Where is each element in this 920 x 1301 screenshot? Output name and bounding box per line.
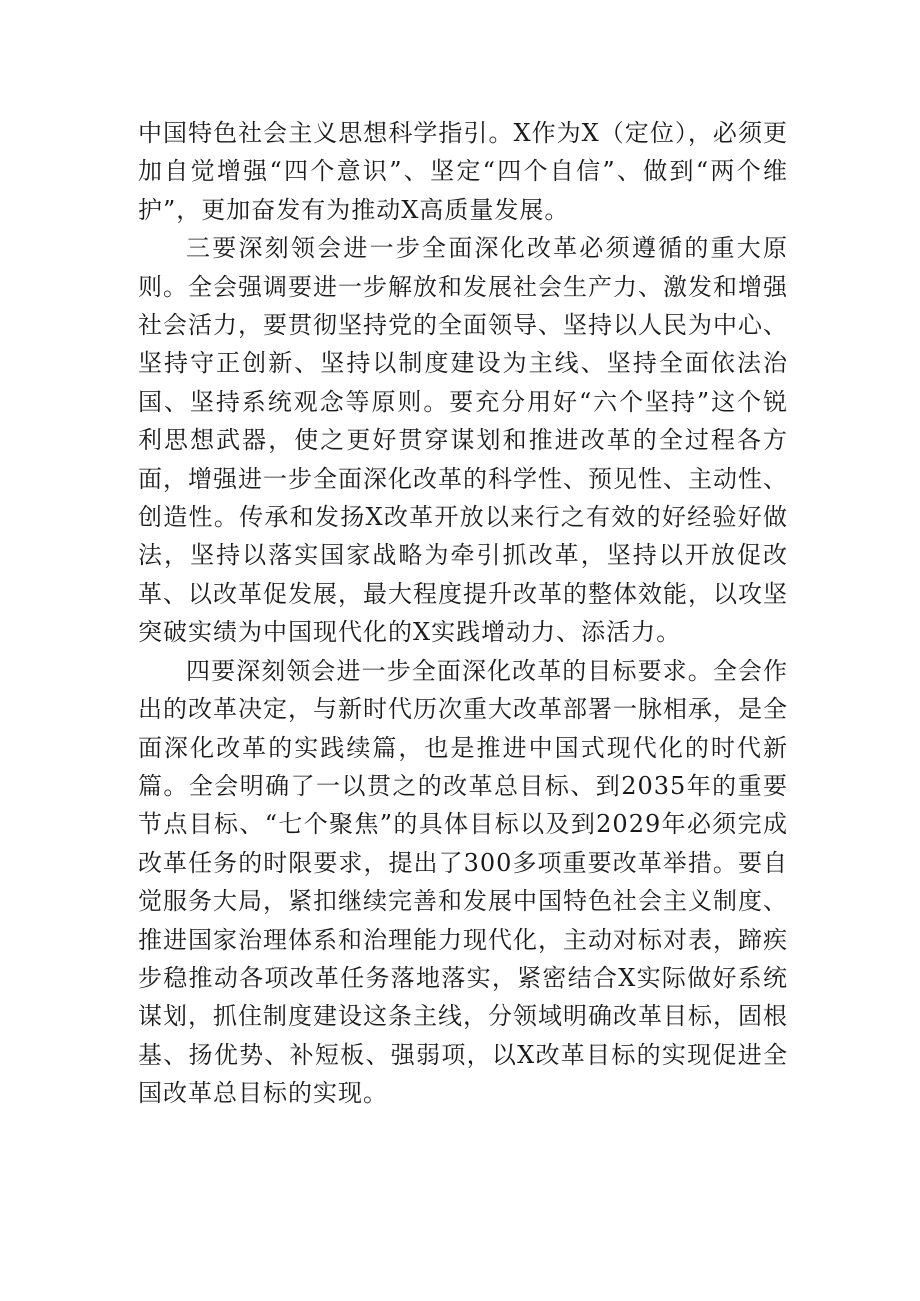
- paragraph-continuation: 中国特色社会主义思想科学指引。X作为X（定位），必须更加自觉增强“四个意识”、坚定“四个自信”、做到“两个维护”，更加奋发有为推动X高质量发展。: [138, 119, 788, 224]
- paragraph-principles: 三要深刻领会进一步全面深化改革必须遵循的重大原则。全会强调要进一步解放和发展社会生产力、激发和增强社会活力，要贯彻坚持党的全面领导、坚持以人民为中心、坚持守正创新、坚持以制度建设为主线、坚持全面依法治国、坚持系统观念等原则。要充分用好“六个坚持”这个锐利思想武器，使之更好贯穿谋划和推进改革的全过程各方面，增强进一步全面深化改革的科学性、预见性、主动性、创造性。传承和发扬X改革开放以来行之有效的好经验好做法，坚持以落实国家战略为牵引抓改革，坚持以开放促改革、以改革促发展，最大程度提升改革的整体效能，以攻坚突破实绩为中国现代化的X实践增动力、添活力。: [138, 234, 788, 647]
- document-body: [138, 114, 788, 1113]
- paragraph-goals: 四要深刻领会进一步全面深化改革的目标要求。全会作出的改革决定，与新时代历次重大改革部署一脉相承，是全面深化改革的实践续篇，也是推进中国式现代化的时代新篇。全会明确了一以贯之的改革总目标、到2035年的重要节点目标、“七个聚焦”的具体目标以及到2029年必须完成改革任务的时限要求，提出了300多项重要改革举措。要自觉服务大局，紧扣继续完善和发展中国特色社会主义制度、推进国家治理体系和治理能力现代化，主动对标对表，蹄疾步稳推动各项改革任务落地落实，紧密结合X实际做好系统谋划，抓住制度建设这条主线，分领域明确改革目标，固根基、扬优势、补短板、强弱项，以X改革目标的实现促进全国改革总目标的实现。: [138, 656, 788, 1108]
